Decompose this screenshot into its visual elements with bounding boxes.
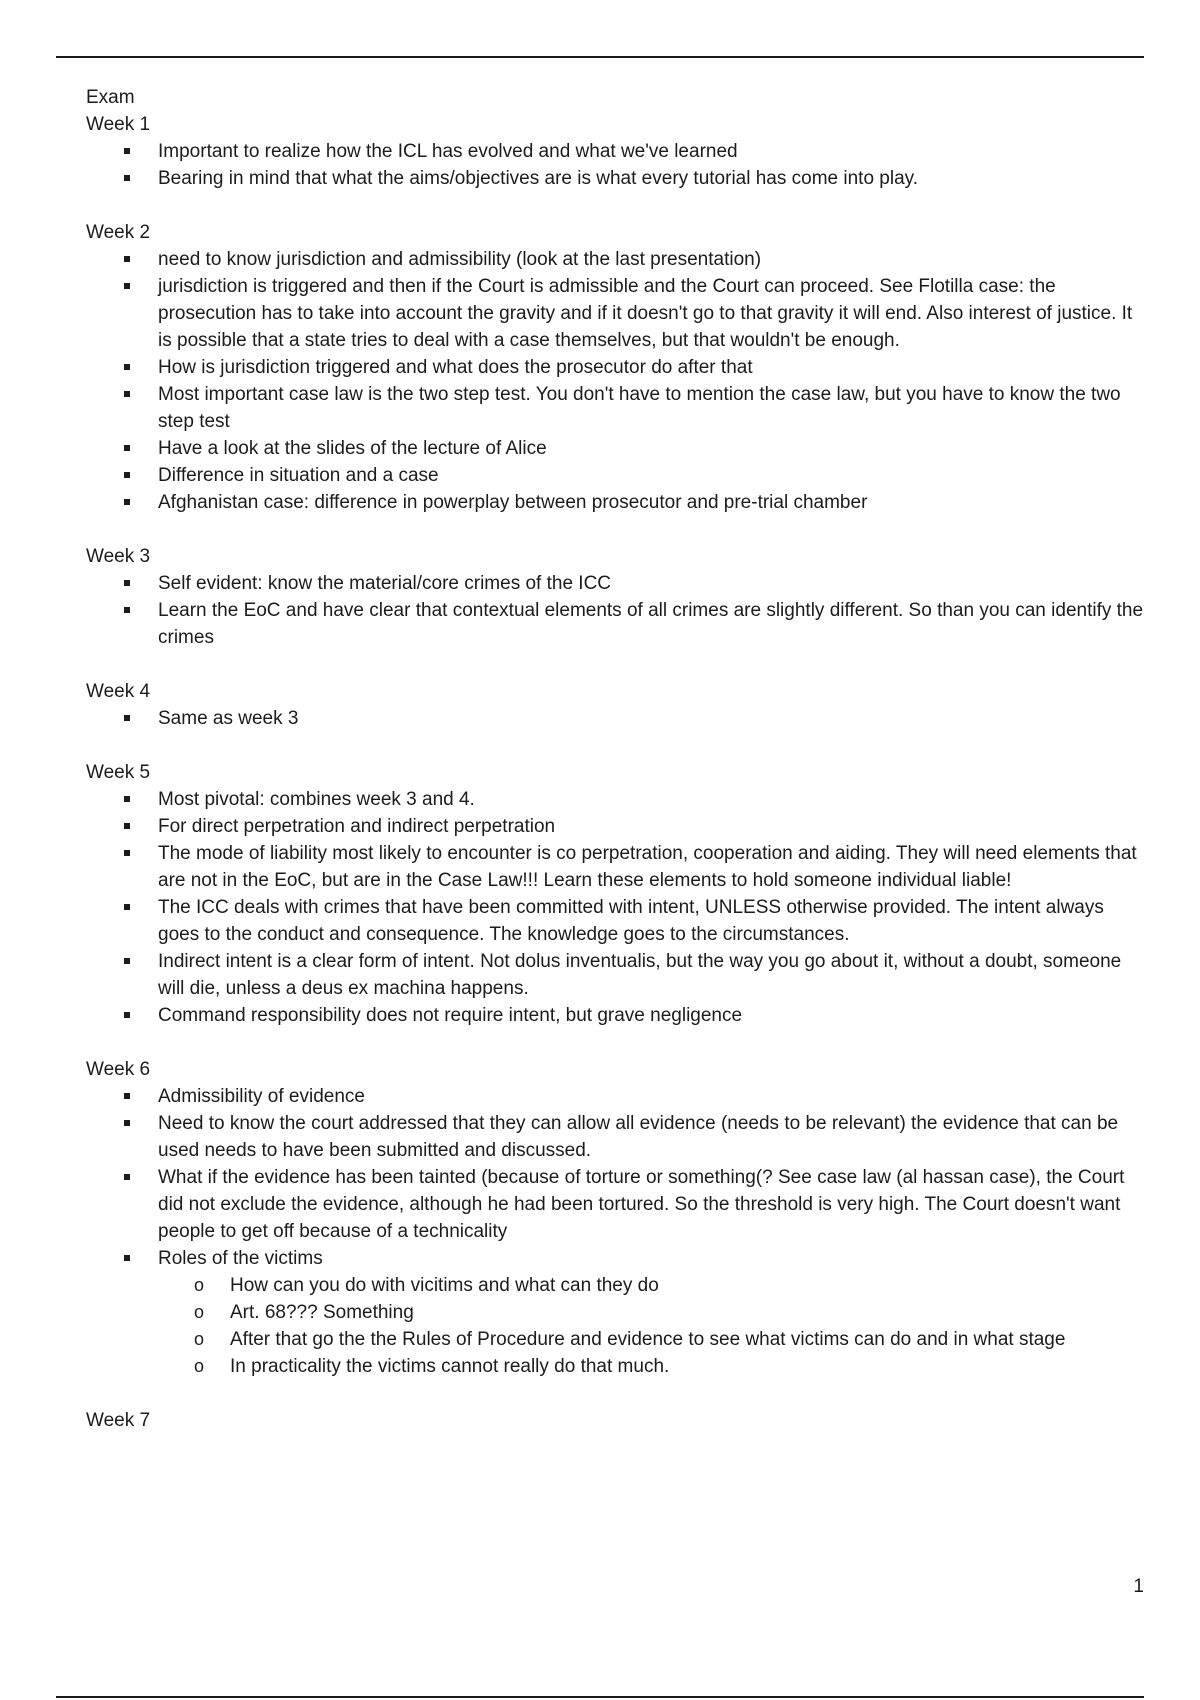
bullet-text: Difference in situation and a case [158, 465, 439, 486]
week-heading: Week 2 [86, 222, 151, 243]
bullet-item [86, 813, 1144, 840]
footer-rule [56, 1696, 1144, 1698]
bullet-item [86, 705, 1144, 732]
page-number: 1 [1133, 1576, 1144, 1597]
bullet-item [86, 840, 1144, 894]
bullet-text: Bearing in mind that what the aims/objectives are is what every tutorial has come into play. [158, 168, 919, 189]
week-section [86, 678, 1144, 732]
week-heading: Week 1 [86, 114, 151, 135]
bullet-item [86, 246, 1144, 273]
week-section [86, 1407, 1144, 1434]
bullet-list [86, 705, 1144, 732]
bullet-text: Command responsibility does not require intent, but grave negligence [158, 1005, 743, 1026]
sub-bullet-item: o How can you do with vicitims and what can they do [86, 1272, 1144, 1299]
bullet-item [86, 165, 1144, 192]
bullet-item [86, 462, 1144, 489]
bullet-text: How is jurisdiction triggered and what does the prosecutor do after that [158, 357, 753, 378]
bullet-item [86, 354, 1144, 381]
week-heading: Week 7 [86, 1410, 151, 1431]
week-section [86, 219, 1144, 516]
bullet-text: Important to realize how the ICL has evolved and what we've learned [158, 141, 738, 162]
bullet-item [86, 1083, 1144, 1110]
bullet-item [86, 1110, 1144, 1164]
bullet-item [86, 273, 1144, 354]
bullet-text: Admissibility of evidence [158, 1086, 365, 1107]
bullet-list [86, 138, 1144, 192]
bullet-text: Indirect intent is a clear form of intent. Not dolus inventualis, but the way you go about it, without a doubt, someone will die, unless a deus ex machina happens. [158, 951, 1122, 999]
bullet-list [86, 246, 1144, 516]
bullet-text: Have a look at the slides of the lecture of Alice [158, 438, 547, 459]
bullet-item [86, 138, 1144, 165]
bullet-text: What if the evidence has been tainted (because of torture or something(? See case law (al hassan case), the Court did not exclude the evidence, although he had been tortured. So the threshold is very high. The Court doesn't want people to get off because of a technicality [158, 1167, 1125, 1242]
bullet-text: Need to know the court addressed that they can allow all evidence (needs to be relevant) the evidence that can be used needs to have been submitted and discussed. [158, 1113, 1119, 1161]
document-body [86, 84, 1144, 1434]
bullet-text: Self evident: know the material/core crimes of the ICC [158, 573, 612, 594]
week-section [86, 111, 1144, 192]
header-rule [56, 56, 1144, 58]
bullet-text: need to know jurisdiction and admissibility (look at the last presentation) [158, 249, 762, 270]
sub-bullet-item: o In practicality the victims cannot really do that much. [86, 1353, 1144, 1380]
bullet-text: jurisdiction is triggered and then if the Court is admissible and the Court can proceed. See Flotilla case: the prosecution has to take into account the gravity and if it doesn't go to that gravity it will end. Also interest of justice. It is possible that a state tries to deal with a case themselves, but that wouldn't be enough. [158, 276, 1133, 351]
bullet-text: For direct perpetration and indirect perpetration [158, 816, 556, 837]
bullet-item [86, 894, 1144, 948]
bullet-item [86, 597, 1144, 651]
bullet-list [86, 570, 1144, 651]
bullet-text: Afghanistan case: difference in powerplay between prosecutor and pre-trial chamber [158, 492, 868, 513]
bullet-list [86, 786, 1144, 1029]
doc-title: Exam [86, 87, 135, 108]
bullet-item [86, 489, 1144, 516]
week-section [86, 1056, 1144, 1380]
week-heading: Week 5 [86, 762, 151, 783]
week-heading: Week 3 [86, 546, 151, 567]
sub-bullet-item: o Art. 68??? Something [86, 1299, 1144, 1326]
bullet-item [86, 381, 1144, 435]
bullet-item [86, 1002, 1144, 1029]
week-section [86, 543, 1144, 651]
bullet-item [86, 1164, 1144, 1245]
bullet-text: The ICC deals with crimes that have been committed with intent, UNLESS otherwise provided. The intent always goes to the conduct and consequence. The knowledge goes to the circumstances. [158, 897, 1104, 945]
bullet-item [86, 786, 1144, 813]
week-sections [86, 111, 1144, 1434]
bullet-item [86, 435, 1144, 462]
bullet-item [86, 948, 1144, 1002]
sub-bullet-item: o After that go the the Rules of Procedure and evidence to see what victims can do and in what stage [86, 1326, 1144, 1353]
bullet-item [86, 570, 1144, 597]
bullet-text: Same as week 3 [158, 708, 299, 729]
bullet-item [86, 1245, 1144, 1272]
bullet-text: Roles of the victims [158, 1248, 323, 1269]
bullet-text: Learn the EoC and have clear that contextual elements of all crimes are slightly different. So than you can identify the crimes [158, 600, 1144, 648]
bullet-text: Most important case law is the two step test. You don't have to mention the case law, but you have to know the two step test [158, 384, 1121, 432]
week-heading: Week 4 [86, 681, 151, 702]
bullet-text: The mode of liability most likely to encounter is co perpetration, cooperation and aiding. They will need elements that are not in the EoC, but are in the Case Law!!! Learn these elements to hold someone individual liable! [158, 843, 1137, 891]
week-section [86, 759, 1144, 1029]
bullet-list [86, 1083, 1144, 1380]
bullet-text: Most pivotal: combines week 3 and 4. [158, 789, 475, 810]
week-heading: Week 6 [86, 1059, 151, 1080]
